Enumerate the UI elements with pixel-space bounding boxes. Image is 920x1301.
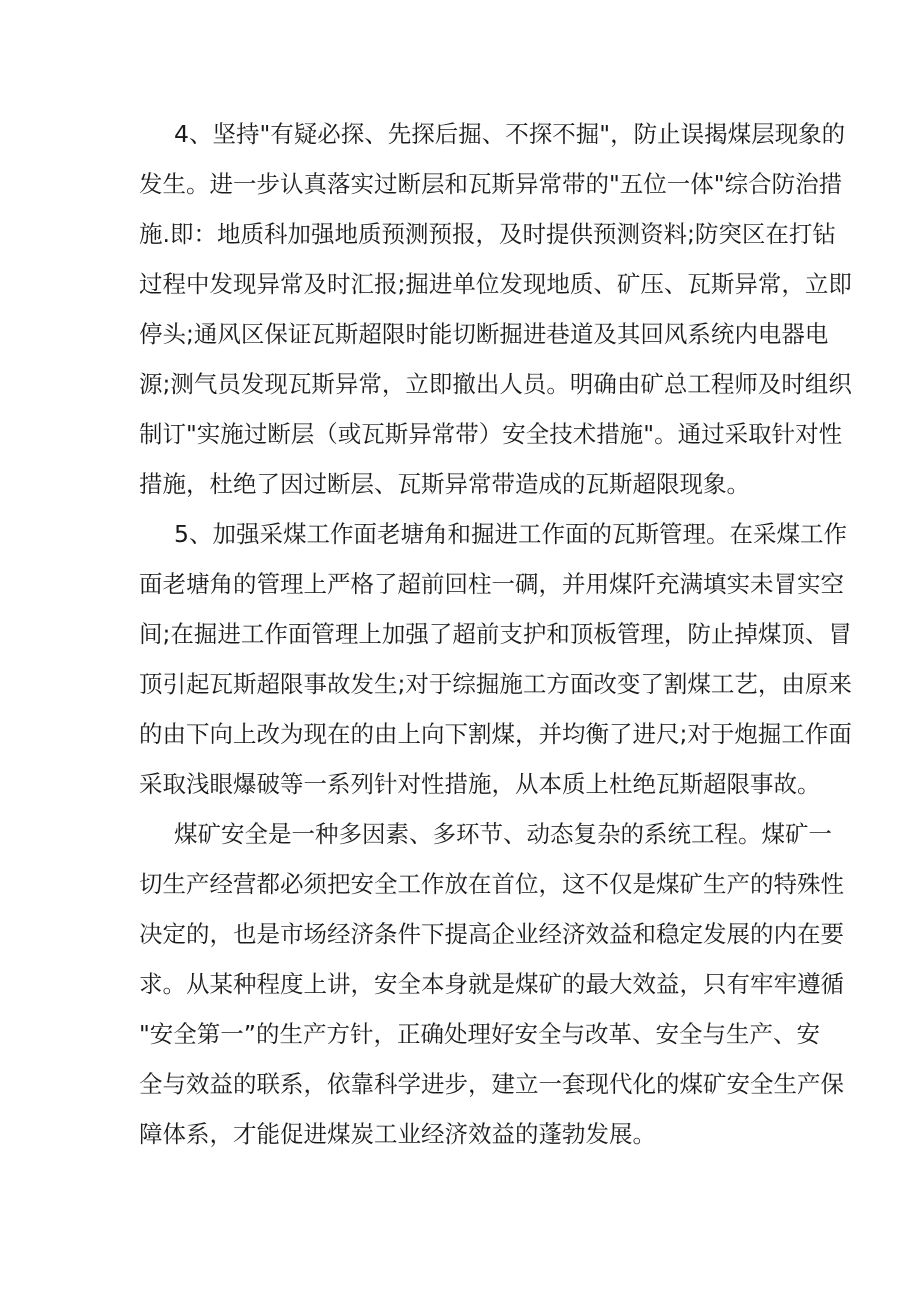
text-line: "安全第一”的生产方针，正确处理好安全与改革、安全与生产、安: [139, 1020, 820, 1048]
text-line: 决定的，也是市场经济条件下提高企业经济效益和稳定发展的内在要: [139, 920, 844, 948]
text-line: 过程中发现异常及时汇报;掘进单位发现地质、矿压、瓦斯异常，立即: [139, 270, 852, 298]
text-line: 4、坚持"有疑必探、先探后掘、不探不掘"，防止误揭煤层现象的: [174, 120, 846, 148]
text-line: 停头;通风区保证瓦斯超限时能切断掘进巷道及其回风系统内电器电: [139, 320, 829, 348]
text-line: 发生。进一步认真落实过断层和瓦斯异常带的"五位一体"综合防治措: [139, 170, 843, 198]
text-line: 间;在掘进工作面管理上加强了超前支护和顶板管理，防止掉煤顶、冒: [139, 620, 852, 648]
text-line: 求。从某种程度上讲，安全本身就是煤矿的最大效益，只有牢牢遵循: [139, 970, 844, 998]
text-line: 切生产经营都必须把安全工作放在首位，这不仅是煤矿生产的特殊性: [139, 870, 844, 898]
text-line: 面老塘角的管理上严格了超前回柱一碉，并用煤阡充满填实未冒实空: [139, 570, 844, 598]
text-line: 5、加强采煤工作面老塘角和掘进工作面的瓦斯管理。在采煤工作: [174, 520, 847, 548]
text-line: 全与效益的联系，依靠科学进步，建立一套现代化的煤矿安全生产保: [139, 1070, 844, 1098]
text-line: 障体系，才能促进煤炭工业经济效益的蓬勃发展。: [139, 1120, 656, 1148]
text-line: 源;测气员发现瓦斯异常，立即撤出人员。明确由矿总工程师及时组织: [139, 370, 852, 398]
text-line: 顶引起瓦斯超限事故发生;对于综掘施工方面改变了割煤工艺，由原来: [139, 670, 852, 698]
text-line: 的由下向上改为现在的由上向下割煤，并均衡了进尺;对于炮掘工作面: [139, 720, 852, 748]
text-line: 制订"实施过断层（或瓦斯异常带）安全技术措施"。通过采取针对性: [139, 420, 843, 448]
text-line: 措施，杜绝了因过断层、瓦斯异常带造成的瓦斯超限现象。: [139, 470, 750, 498]
text-line: 煤矿安全是一种多因素、多环节、动态复杂的系统工程。煤矿一: [174, 820, 832, 848]
text-line: 采取浅眼爆破等一系列针对性措施，从本质上杜绝瓦斯超限事故。: [139, 770, 821, 798]
text-line: 施.即：地质科加强地质预测预报，及时提供预测资料;防突区在打钻: [139, 220, 836, 248]
